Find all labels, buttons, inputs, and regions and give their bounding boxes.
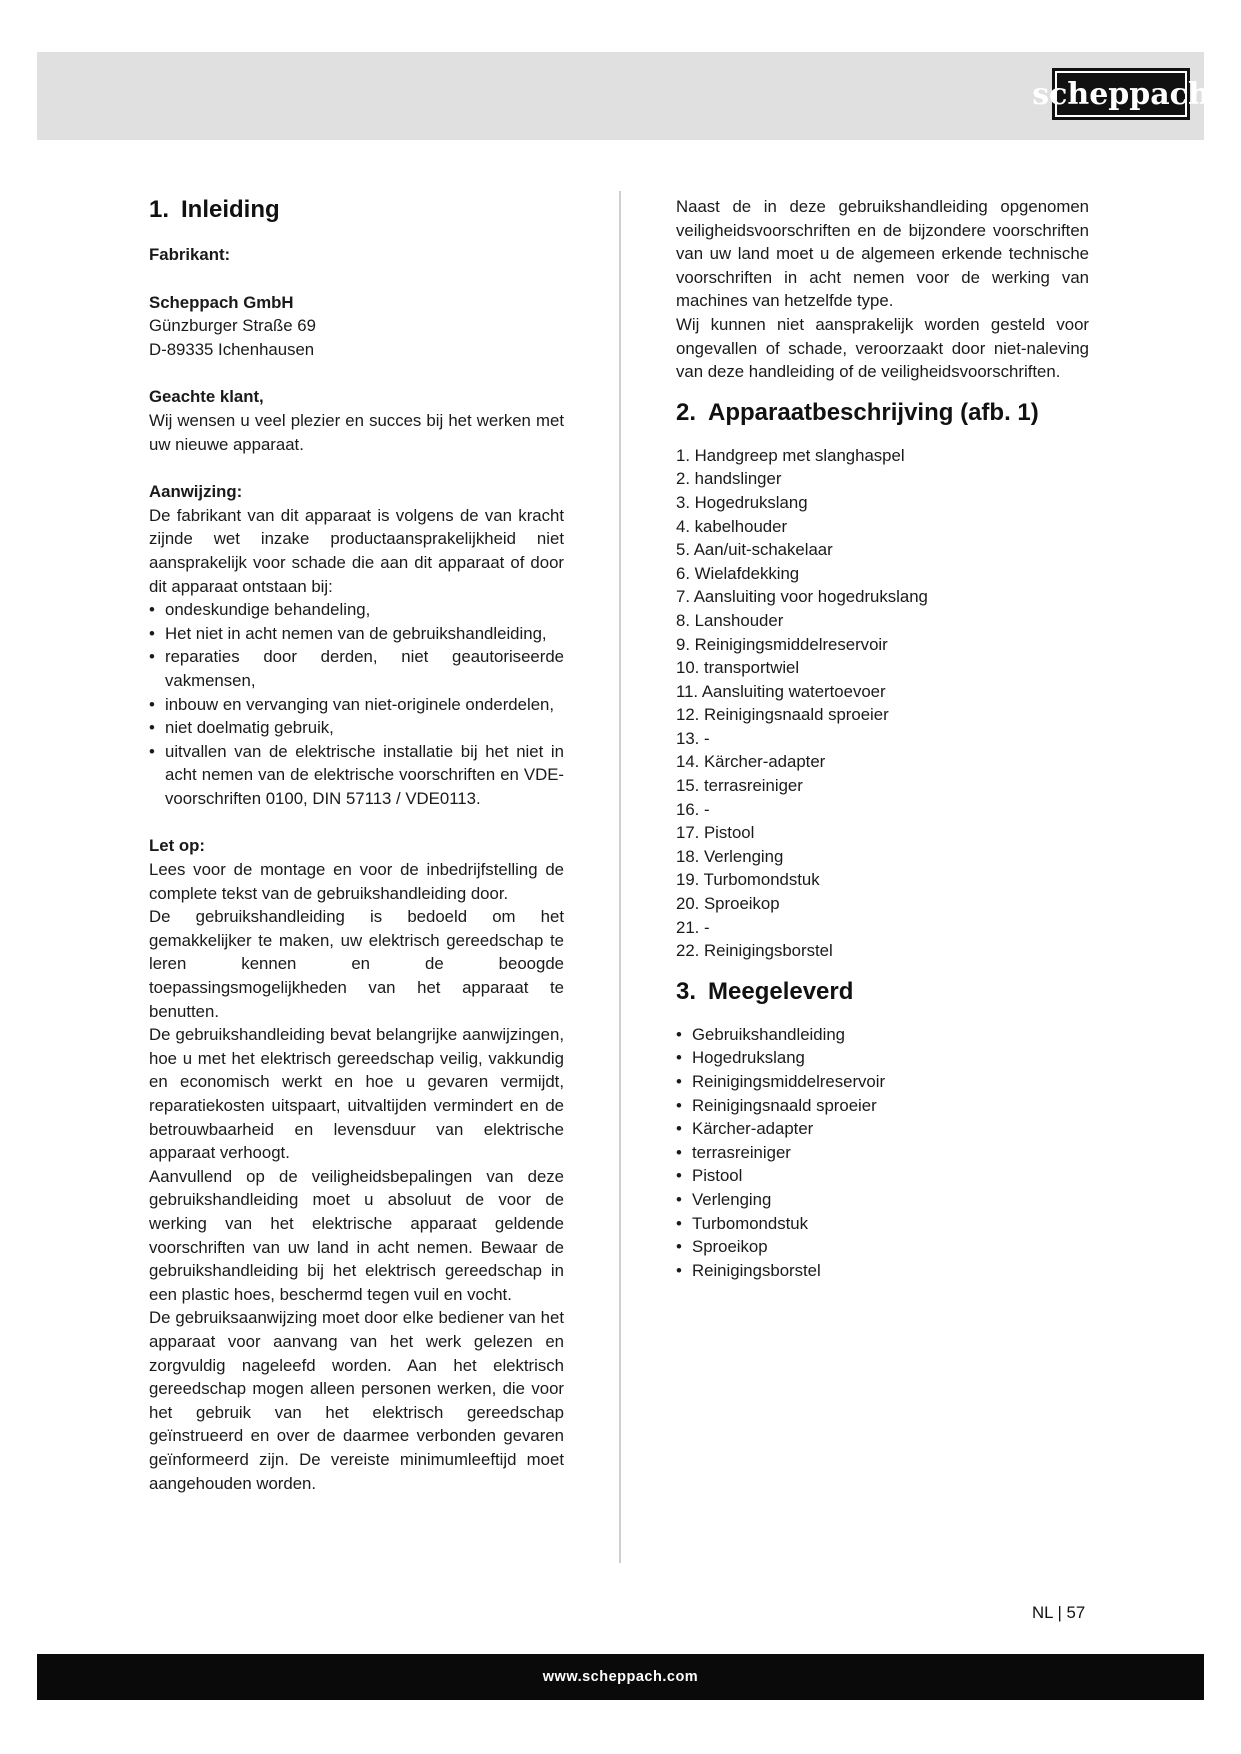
list-item: • terrasreiniger	[676, 1141, 1089, 1165]
column-divider	[619, 191, 621, 1563]
section-3-heading	[676, 977, 1089, 1007]
list-item: • Verlenging	[676, 1188, 1089, 1212]
list-item: 8. Lanshouder	[676, 610, 784, 630]
manufacturer-label: Fabrikant:	[149, 245, 231, 264]
brand-logo: scheppach	[1052, 68, 1190, 120]
list-item: 9. Reinigingsmiddelreservoir	[676, 634, 888, 654]
list-item: • Reinigingsmiddelreservoir	[676, 1070, 1089, 1094]
note-text: De fabrikant van dit apparaat is volgens de van kracht zijnde wet inzake productaansprakelijkheid niet aansprakelijk voor schade die aan dit apparaat of door dit apparaat ontstaan bij:	[149, 505, 564, 596]
intro-paragraph: Naast de in deze gebruikshandleiding opgenomen veiligheidsvoorschriften en de bijzondere voorschriften van uw land moet u de algemeen erkende technische voorschriften in acht nemen voor de werking van machines van hetzelfde type.	[676, 197, 1089, 311]
page-number: NL | 57	[1032, 1603, 1086, 1622]
list-item: • Hogedrukslang	[676, 1046, 1089, 1070]
list-item: • uitvallen van de elektrische installatie bij het niet in acht nemen van de elektrische voorschriften en VDE-voorschriften 0100, DIN 57113 / VDE0113.	[149, 740, 564, 811]
list-item: • Reinigingsnaald sproeier	[676, 1094, 1089, 1118]
left-column	[149, 195, 564, 1495]
list-item: • Reinigingsborstel	[676, 1259, 1089, 1283]
company-city: D-89335 Ichenhausen	[149, 339, 315, 359]
list-item: 3. Hogedrukslang	[676, 492, 808, 512]
list-item: 2. handslinger	[676, 469, 782, 489]
list-item: • reparaties door derden, niet geautoriseerde vakmensen,	[149, 645, 564, 692]
section-3-title: Meegeleverd	[708, 977, 854, 1005]
list-item: 12. Reinigingsnaald sproeier	[676, 705, 889, 725]
list-item: 7. Aansluiting voor hogedrukslang	[676, 587, 928, 607]
section-1-title: Inleiding	[181, 196, 280, 223]
list-item: 18. Verlenging	[676, 846, 784, 866]
footer-url-link[interactable]: www.scheppach.com	[542, 1669, 699, 1685]
company-name: Scheppach GmbH	[149, 292, 294, 312]
list-item: 13. -	[676, 728, 710, 748]
list-item: 15. terrasreiniger	[676, 776, 803, 796]
caution-label: Let op:	[149, 836, 205, 856]
section-2-title: Apparaatbeschrijving (afb. 1)	[708, 398, 1039, 426]
list-item: • Kärcher-adapter	[676, 1117, 1089, 1141]
list-item: 14. Kärcher-adapter	[676, 752, 826, 772]
list-item: • inbouw en vervanging van niet-originele onderdelen,	[149, 693, 564, 717]
section-3-number: 3.	[676, 977, 697, 1005]
list-item: • ondeskundige behandeling,	[149, 598, 564, 622]
list-item: 11. Aansluiting watertoevoer	[676, 681, 886, 701]
section-1-heading	[149, 195, 564, 225]
list-item: 1. Handgreep met slanghaspel	[676, 445, 905, 465]
list-item: • niet doelmatig gebruik,	[149, 716, 564, 740]
list-item: 4. kabelhouder	[676, 516, 788, 536]
list-item: 10. transportwiel	[676, 658, 800, 678]
supplied-list	[676, 1023, 1089, 1283]
list-item: 21. -	[676, 917, 710, 937]
caution-paragraph: Lees voor de montage en voor de inbedrijfstelling de complete tekst van de gebruikshandleiding door.	[149, 860, 564, 903]
note-label: Aanwijzing:	[149, 482, 243, 502]
list-item: 19. Turbomondstuk	[676, 870, 820, 890]
caution-paragraph: Aanvullend op de veiligheidsbepalingen van deze gebruikshandleiding moet u absoluut de voor de werking van het elektrische apparaat geldende voorschriften van uw land in acht nemen. Bewaar de gebruikshandleiding bij het elektrisch gereedschap in een plastic hoes, beschermd tegen vuil en vocht.	[149, 1166, 564, 1304]
parts-list	[676, 444, 1089, 963]
list-item: • Het niet in acht nemen van de gebruikshandleiding,	[149, 622, 564, 646]
list-item: 6. Wielafdekking	[676, 563, 800, 583]
list-item: • Turbomondstuk	[676, 1212, 1089, 1236]
list-item: • Gebruikshandleiding	[676, 1023, 1089, 1047]
greeting: Geachte klant,	[149, 387, 264, 407]
list-item: • Sproeikop	[676, 1235, 1089, 1259]
caution-paragraph: De gebruikshandleiding is bedoeld om het gemakkelijker te maken, uw elektrisch gereedschap te leren kennen en de beoogde toepassingsmogelijkheden van het apparaat te benutten.	[149, 907, 564, 1021]
footer-band	[37, 1654, 1204, 1700]
right-column	[676, 195, 1089, 1282]
list-item: 5. Aan/uit-schakelaar	[676, 540, 833, 560]
section-1-number: 1.	[149, 196, 170, 223]
list-item: 22. Reinigingsborstel	[676, 941, 833, 961]
list-item: 20. Sproeikop	[676, 894, 780, 914]
note-list	[149, 598, 564, 810]
caution-paragraph: De gebruikshandleiding bevat belangrijke aanwijzingen, hoe u met het elektrisch gereedschap veilig, vakkundig en economisch werkt en hoe u gevaren vermijdt, reparatiekosten uitspaart, uitvaltijden vermindert en de betrouwbaarheid en levensduur van elektrische apparaat verhoogt.	[149, 1025, 564, 1163]
section-2-number: 2.	[676, 398, 697, 426]
list-item: 16. -	[676, 799, 710, 819]
section-2-heading	[676, 398, 1089, 428]
list-item: • Pistool	[676, 1164, 1089, 1188]
intro-paragraph: Wij kunnen niet aansprakelijk worden gesteld voor ongevallen of schade, veroorzaakt door niet-naleving van deze handleiding of de veiligheidsvoorschriften.	[676, 314, 1089, 382]
greeting-text: Wij wensen u veel plezier en succes bij het werken met uw nieuwe apparaat.	[149, 410, 564, 454]
company-street: Günzburger Straße 69	[149, 316, 316, 336]
header-band	[37, 52, 1204, 140]
caution-paragraph: De gebruiksaanwijzing moet door elke bediener van het apparaat voor aanvang van het werk gelezen en zorgvuldig nageleefd worden. Aan het elektrisch gereedschap mogen alleen personen werken, die voor het gebruik van het elektrisch gereedschap geïnstrueerd en over de daarmee verbonden gevaren geïnformeerd zijn. De vereiste minimumleeftijd moet aangehouden worden.	[149, 1308, 564, 1493]
list-item: 17. Pistool	[676, 823, 755, 843]
